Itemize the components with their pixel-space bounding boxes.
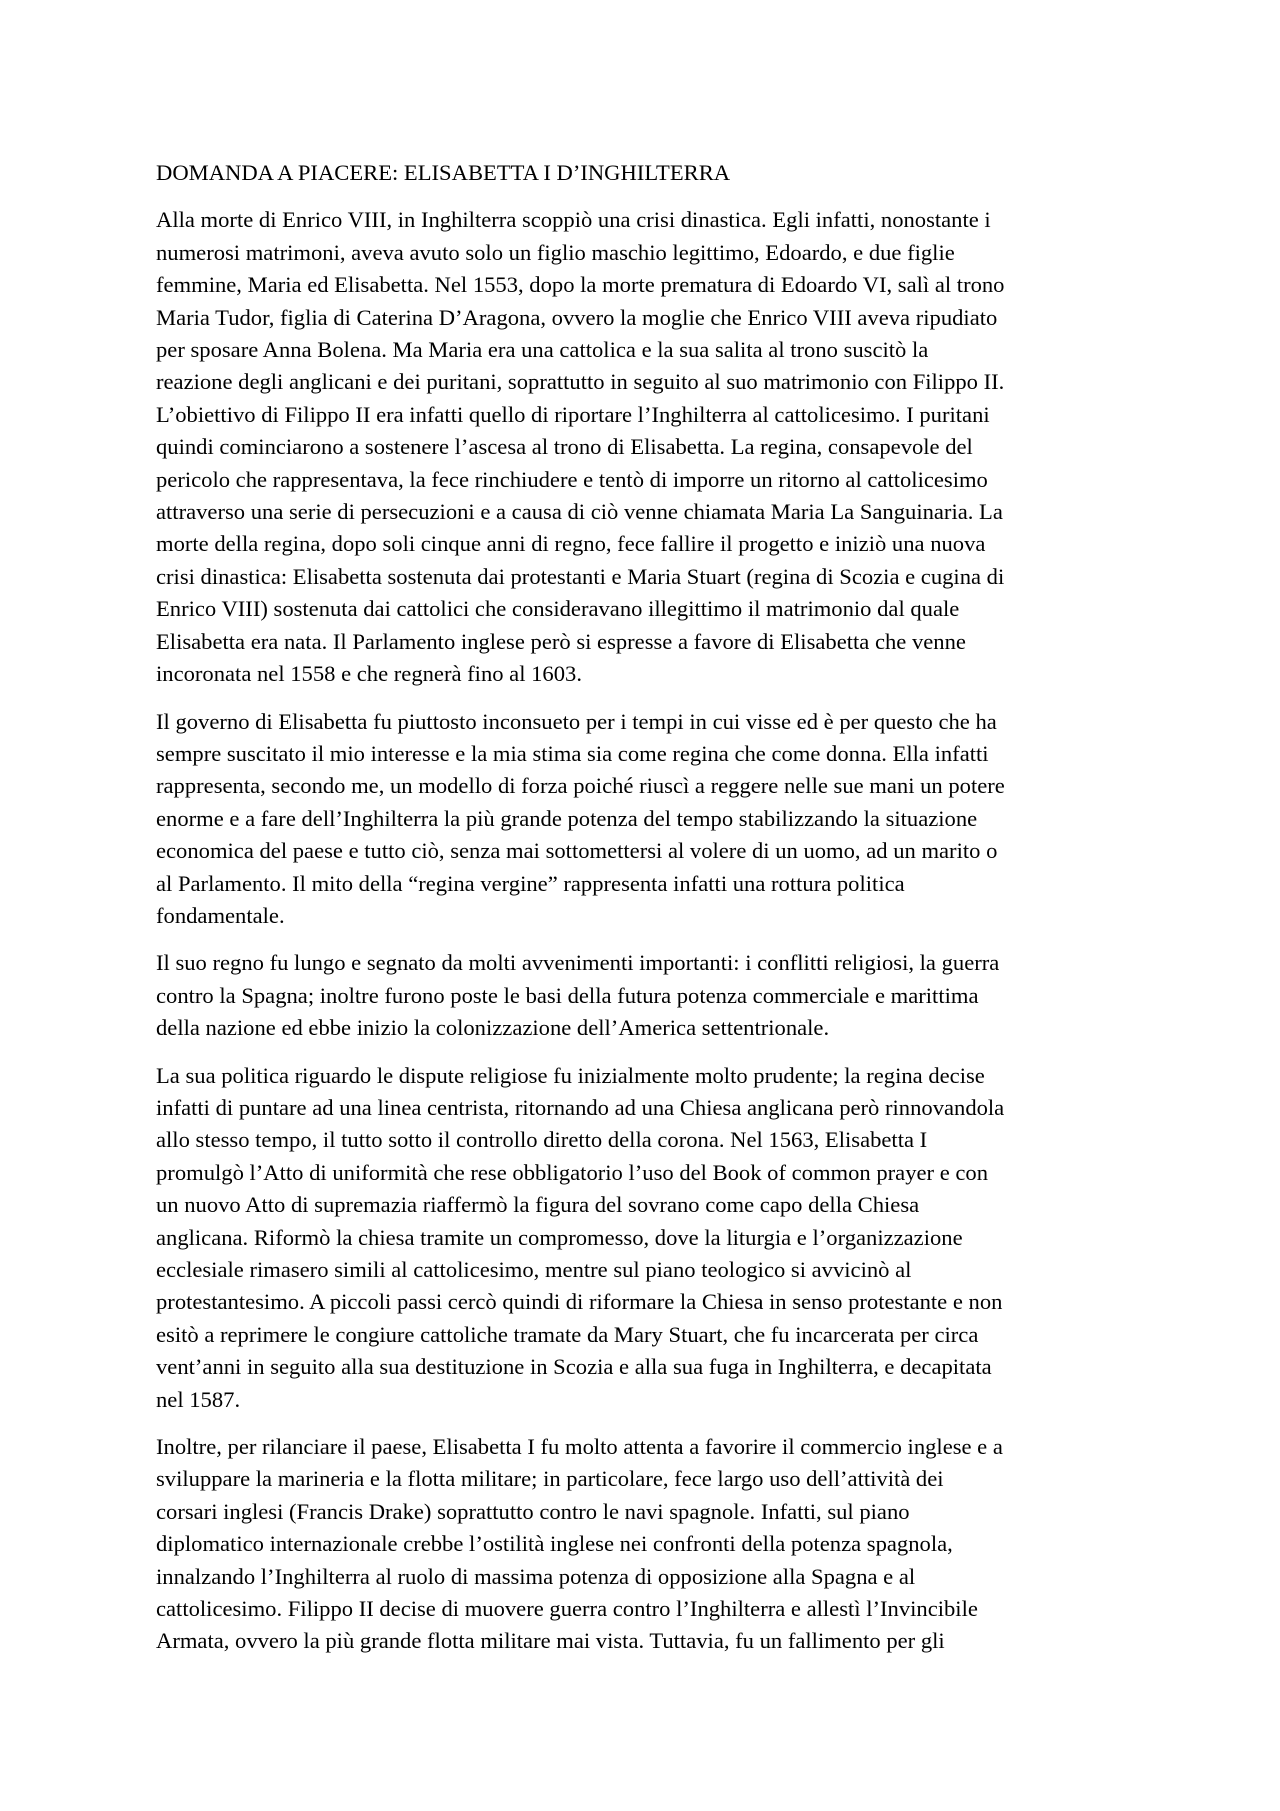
text-line: enorme e a fare dell’Inghilterra la più grande potenza del tempo stabilizzando la situazione — [156, 805, 978, 831]
paragraph — [156, 947, 1136, 1044]
text-line: vent’anni in seguito alla sua destituzione in Scozia e alla sua fuga in Inghilterra, e decapitata — [156, 1354, 992, 1380]
text-line: al Parlamento. Il mito della “regina vergine” rappresenta infatti una rottura politica — [156, 870, 905, 896]
text-line: Enrico VIII) sostenuta dai cattolici che consideravano illegittimo il matrimonio dal quale — [156, 596, 960, 622]
paragraph — [156, 706, 1136, 933]
paragraphs-container — [156, 204, 1136, 1657]
text-line: crisi dinastica: Elisabetta sostenuta dai protestanti e Maria Stuart (regina di Scozia e cugina di — [156, 563, 1005, 589]
text-line: quindi cominciarono a sostenere l’ascesa al trono di Elisabetta. La regina, consapevole del — [156, 434, 973, 460]
text-line: Il governo di Elisabetta fu piuttosto inconsueto per i tempi in cui visse ed è per questo che ha — [156, 708, 997, 734]
text-line: morte della regina, dopo soli cinque anni di regno, fece fallire il progetto e iniziò una nuova — [156, 531, 986, 557]
text-line: pericolo che rappresentava, la fece rinchiudere e tentò di imporre un ritorno al cattolicesimo — [156, 466, 988, 492]
text-line: anglicana. Riformò la chiesa tramite un compromesso, dove la liturgia e l’organizzazione — [156, 1224, 963, 1250]
text-line: promulgò l’Atto di uniformità che rese obbligatorio l’uso del Book of common prayer e con — [156, 1159, 989, 1185]
text-line: sviluppare la marineria e la flotta militare; in particolare, fece largo uso dell’attività dei — [156, 1466, 944, 1492]
paragraph — [156, 1431, 1136, 1658]
paragraph — [156, 204, 1136, 690]
text-line: sempre suscitato il mio interesse e la mia stima sia come regina che come donna. Ella infatti — [156, 740, 989, 766]
text-line: reazione degli anglicani e dei puritani, soprattutto in seguito al suo matrimonio con Filippo II. — [156, 369, 1005, 395]
text-line: Armata, ovvero la più grande flotta militare mai vista. Tuttavia, fu un fallimento per gli — [156, 1628, 945, 1654]
text-line: per sposare Anna Bolena. Ma Maria era una cattolica e la sua salita al trono suscitò la — [156, 337, 929, 363]
text-line: Elisabetta era nata. Il Parlamento inglese però si espresse a favore di Elisabetta che venne — [156, 628, 966, 654]
text-line: un nuovo Atto di supremazia riaffermò la figura del sovrano come capo della Chiesa — [156, 1192, 920, 1218]
document-body — [156, 157, 1136, 1673]
text-line: cattolicesimo. Filippo II decise di muovere guerra contro l’Inghilterra e allestì l’Invincibile — [156, 1596, 978, 1622]
text-line: nel 1587. — [156, 1386, 241, 1412]
text-line: Inoltre, per rilanciare il paese, Elisabetta I fu molto attenta a favorire il commercio inglese e a — [156, 1434, 1003, 1460]
text-line: ecclesiale rimasero simili al cattolicesimo, mentre sul piano teologico si avvicinò al — [156, 1257, 912, 1282]
text-line: incoronata nel 1558 e che regnerà fino al 1603. — [156, 661, 582, 687]
text-line: Il suo regno fu lungo e segnato da molti avvenimenti importanti: i conflitti religiosi, la guerra — [156, 950, 1000, 976]
text-line: femmine, Maria ed Elisabetta. Nel 1553, dopo la morte prematura di Edoardo VI, salì al trono — [156, 272, 1005, 298]
text-line: fondamentale. — [156, 902, 285, 928]
text-line: allo stesso tempo, il tutto sotto il controllo diretto della corona. Nel 1563, Elisabetta I — [156, 1127, 928, 1153]
text-line: innalzando l’Inghilterra al ruolo di massima potenza di opposizione alla Spagna e al — [156, 1563, 916, 1589]
paragraph — [156, 1060, 1136, 1416]
text-line: esitò a reprimere le congiure cattoliche tramate da Mary Stuart, che fu incarcerata per circa — [156, 1321, 979, 1347]
text-line: corsari inglesi (Francis Drake) soprattutto contro le navi spagnole. Infatti, sul piano — [156, 1498, 910, 1524]
text-line: protestantesimo. A piccoli passi cercò quindi di riformare la Chiesa in senso protestante e non — [156, 1289, 1003, 1315]
text-line: numerosi matrimoni, aveva avuto solo un figlio maschio legittimo, Edoardo, e due figlie — [156, 239, 955, 265]
text-line: La sua politica riguardo le dispute religiose fu inizialmente molto prudente; la regina decise — [156, 1062, 985, 1088]
text-line: Alla morte di Enrico VIII, in Inghilterra scoppiò una crisi dinastica. Egli infatti, nonostante i — [156, 207, 991, 233]
text-line: diplomatico internazionale crebbe l’ostilità inglese nei confronti della potenza spagnola, — [156, 1531, 953, 1557]
text-line: della nazione ed ebbe inizio la colonizzazione dell’America settentrionale. — [156, 1015, 830, 1041]
document-title: DOMANDA A PIACERE: ELISABETTA I D’INGHILTERRA — [156, 160, 731, 185]
text-line: contro la Spagna; inoltre furono poste le basi della futura potenza commerciale e marittima — [156, 982, 979, 1008]
text-line: Maria Tudor, figlia di Caterina D’Aragona, ovvero la moglie che Enrico VIII aveva ripudiato — [156, 304, 998, 330]
text-line: L’obiettivo di Filippo II era infatti quello di riportare l’Inghilterra al cattolicesimo. I puritani — [156, 401, 990, 427]
text-line: rappresenta, secondo me, un modello di forza poiché riuscì a reggere nelle sue mani un potere — [156, 773, 1005, 799]
text-line: economica del paese e tutto ciò, senza mai sottomettersi al volere di un uomo, ad un marito o — [156, 838, 998, 864]
text-line: infatti di puntare ad una linea centrista, ritornando ad una Chiesa anglicana però rinnovandola — [156, 1094, 1005, 1120]
text-line: attraverso una serie di persecuzioni e a causa di ciò venne chiamata Maria La Sanguinaria. La — [156, 499, 1003, 525]
